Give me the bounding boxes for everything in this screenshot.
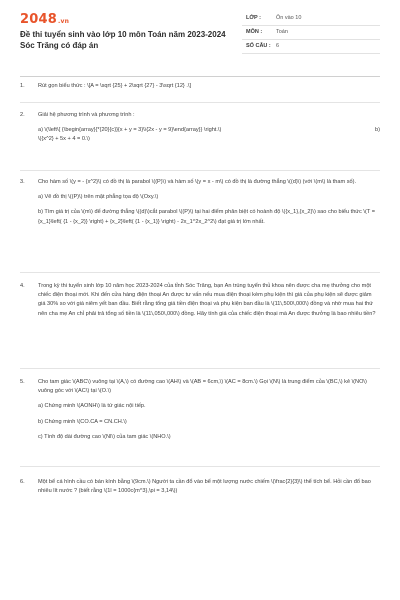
- meta-value: Ôn vào 10: [276, 15, 302, 21]
- question-intro: Giải hệ phương trình và phương trình :: [38, 112, 135, 118]
- question-divider: [20, 466, 380, 467]
- meta-row-count: [242, 40, 380, 54]
- meta-value: 6: [276, 43, 280, 49]
- part-b-label: b): [375, 127, 380, 134]
- question-number: 1.: [20, 83, 25, 89]
- meta-row-class: [242, 12, 380, 26]
- site-logo[interactable]: [20, 12, 69, 27]
- question-part-b: b) Chứng minh \(CO.CA = CN.CH.\): [38, 418, 127, 425]
- question-part-a: a) Vẽ đồ thị \((P)\) trên mặt phẳng tọa độ \(Oxy.\): [38, 194, 159, 201]
- question-intro: Cho hàm số \(y = - {x^2}\) có đồ thị là parabol \((P)\) và hàm số \(y = x - m\) có đồ thị là đường thẳng \((d)\) (với \(m\) là tham số).: [38, 179, 357, 185]
- question-body: [38, 111, 380, 145]
- meta-row-subject: [242, 26, 380, 40]
- logo-text: 2048: [20, 12, 57, 27]
- question-divider: [20, 272, 380, 273]
- question-part-a: a) Chứng minh \(AONH\) là tứ giác nội tiếp.: [38, 403, 146, 410]
- meta-table: [242, 12, 380, 54]
- question-body: [38, 282, 380, 319]
- question-text: Trong kỳ thi tuyển sinh lớp 10 năm học 2023-2024 của tỉnh Sóc Trăng, bạn An trúng tuyển thủ khoa nên được cha mẹ thưởng cho một chiếc điện thoại mới. Khi đến cửa hàng điện thoại An được tư vấn nếu mua điện thoại kèm phụ kiện thì giá của phụ kiện sẽ được giảm giá 30% so với giá niêm yết ban đầu. Biết rằng tổng giá tiền điện thoại và phụ kiện ban đầu là \(11\,500\,000\) đồng và nhờ mua hai thứ nên cha mẹ An chỉ phải trả tổng số tiền là \(11\,050\,000\) đồng. Hãy tính giá của chiếc điện thoại mà An được thưởng là bao nhiêu tiền?: [38, 283, 376, 317]
- question-text: Một bể cá hình cầu có bán kính bằng \(9cm.\) Người ta cần đổ vào bể một lượng nước chiếm \(\frac{2}{3}\) thể tích bể. Hỏi cần đổ bao nhiêu lít nước ? (biết rằng \(1l = 1000c{m^3},\pi = 3,14\)): [38, 479, 371, 495]
- question-divider: [20, 102, 380, 103]
- question-body: [38, 178, 380, 227]
- meta-key: LỚP :: [246, 15, 261, 21]
- question-number: 4.: [20, 283, 25, 289]
- question-body: [38, 478, 380, 496]
- question-intro: Cho tam giác \(ABC\) vuông tại \(A,\) có đường cao \(AH\) và \(AB = 6cm,\) \(AC = 8cm.\) Gọi \(N\) là trung điểm của \(BC,\) kẻ \(NO\) vuông góc với \(AC\) tại \(O.\): [38, 379, 367, 395]
- question-part-a: [38, 126, 380, 135]
- document-title: Đề thi tuyển sinh vào lớp 10 môn Toán năm 2023-2024 Sóc Trăng có đáp án: [20, 30, 226, 50]
- meta-key: SỐ CÂU :: [246, 43, 271, 49]
- question-body: [38, 82, 380, 91]
- question-part-c: c) Tính độ dài đường cao \(NI\) của tam giác \(NHO.\): [38, 433, 171, 440]
- question-number: 5.: [20, 379, 25, 385]
- question-number: 3.: [20, 179, 25, 185]
- logo-suffix: .vn: [57, 18, 70, 25]
- question-divider: [20, 170, 380, 171]
- page-header: [20, 12, 380, 72]
- question-number: 6.: [20, 479, 25, 485]
- question-body: [38, 378, 380, 442]
- question-number: 2.: [20, 112, 25, 118]
- question-part-b: b) Tìm giá trị của \(m\) để đường thẳng \((d)\)cắt parabol \((P)\) tại hai điểm phân biệt có hoành độ \({x_1},{x_2}\) sao cho biểu thức \(T = {x_1}\left( {1 - {x_2}} \right) + {x_2}\left( {1 - {x_1}} \right) - 2x_1^2x_2^2\) đạt giá trị lớn nhất.: [38, 209, 375, 225]
- question-divider: [20, 368, 380, 369]
- question-text: Rút gọn biểu thức : \[A = \sqrt {25} + 2\sqrt {27} - 3\sqrt {12} .\]: [38, 83, 192, 89]
- part-a-text: a) \(\left\{ {\begin{array}{*{20}{c}}{x + y = 3}\\{2x - y = 9}\end{array}} \right.\): [38, 127, 222, 134]
- question-part-b: \({x^2} + 5x + 4 = 0.\): [38, 136, 90, 143]
- meta-key: MÔN :: [246, 29, 263, 35]
- header-divider: [20, 76, 380, 77]
- meta-value: Toán: [276, 29, 288, 35]
